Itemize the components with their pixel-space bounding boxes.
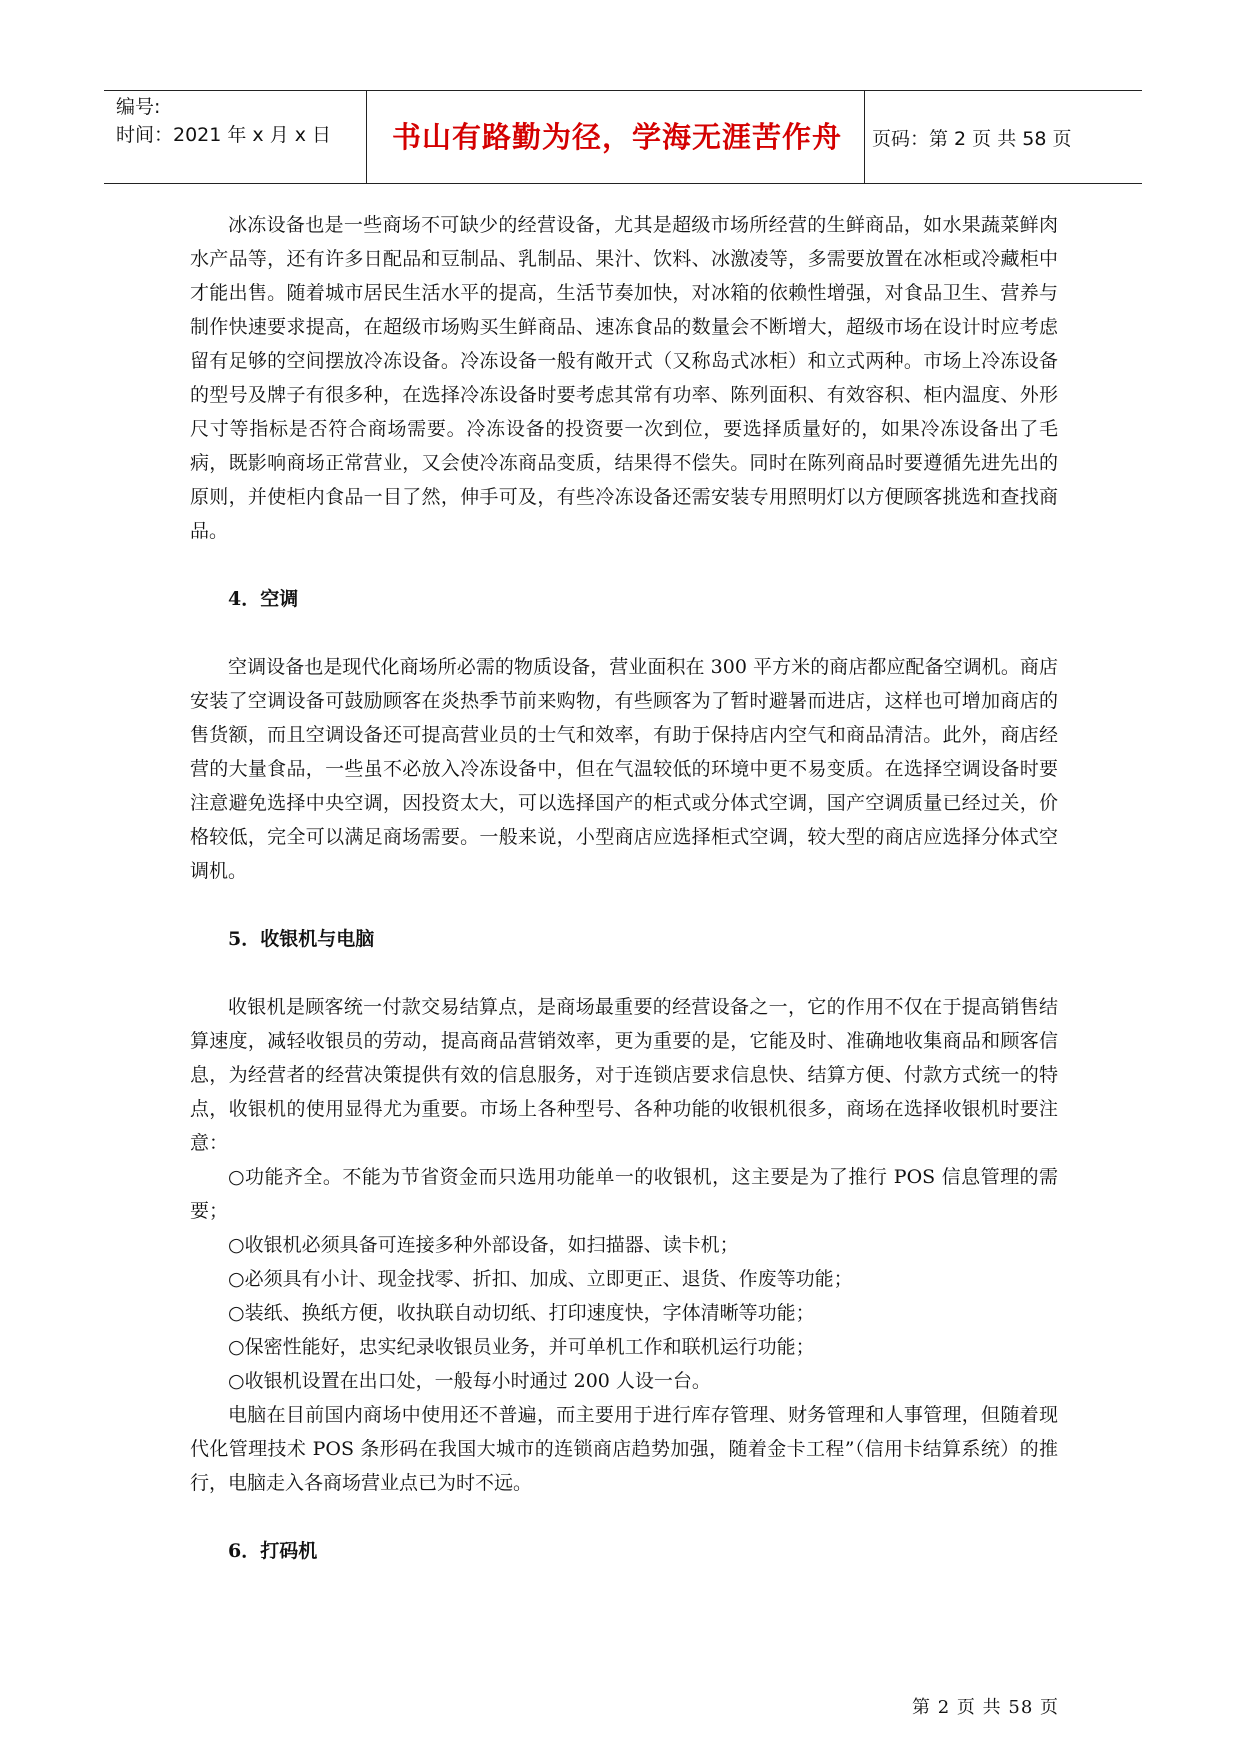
header-motto: 书山有路勤为径，学海无涯苦作舟 [391, 120, 842, 154]
paragraph-freezer: 冰冻设备也是一些商场不可缺少的经营设备，尤其是超级市场所经营的生鲜商品，如水果蔬菜鲜肉水产品等，还有许多日配品和豆制品、乳制品、果汁、饮料、冰激凌等，多需要放置在冰柜或冷藏柜中才能出售。随着城市居民生活水平的提高，生活节奏加快，对冰箱的依赖性增强，对食品卫生、营养与制作快速要求提高，在超级市场购买生鲜商品、速冻食品的数量会不断增大，超级市场在设计时应考虑留有足够的空间摆放冷冻设备。冷冻设备一般有敞开式（又称岛式冰柜）和立式两种。市场上冷冻设备的型号及牌子有很多种，在选择冷冻设备时要考虑其常有功率、陈列面积、有效容积、柜内温度、外形尺寸等指标是否符合商场需要。冷冻设备的投资要一次到位，要选择质量好的，如果冷冻设备出了毛病，既影响商场正常营业，又会使冷冻商品变质，结果得不偿失。同时在陈列商品时要遵循先进先出的原则，并使柜内食品一目了然，伸手可及，有些冷冻设备还需安装专用照明灯以方便顾客挑选和查找商品。 [190, 214, 1058, 542]
list-item: ○装纸、换纸方便，收执联自动切纸、打印速度快，字体清晰等功能； [228, 1302, 815, 1324]
section-heading-air-conditioning: 4．空调 [228, 588, 299, 610]
header-time-label: 时间：2021 年 x 月 x 日 [116, 124, 332, 146]
document-header [104, 90, 1142, 184]
header-divider-left [366, 91, 367, 183]
paragraph-computer: 电脑在目前国内商场中使用还不普遍，而主要用于进行库存管理、财务管理和人事管理，但随着现代化管理技术 POS 条形码在我国大城市的连锁商店趋势加强，随着金卡工程”（信用卡结算系统）的推行，电脑走入各商场营业点已为时不远。 [190, 1404, 1058, 1494]
header-number-label: 编号: [116, 96, 161, 118]
list-item: ○保密性能好，忠实纪录收银员业务，并可单机工作和联机运行功能； [228, 1336, 815, 1358]
paragraph-cash-register: 收银机是顾客统一付款交易结算点，是商场最重要的经营设备之一，它的作用不仅在于提高销售结算速度，减轻收银员的劳动，提高商品营销效率，更为重要的是，它能及时、准确地收集商品和顾客信息，为经营者的经营决策提供有效的信息服务，对于连锁店要求信息快、结算方便、付款方式统一的特点，收银机的使用显得尤为重要。市场上各种型号、各种功能的收银机很多，商场在选择收银机时要注意： [190, 996, 1058, 1154]
document-body [190, 208, 1058, 1568]
section-heading-cash-register: 5．收银机与电脑 [228, 928, 375, 950]
header-meta [116, 93, 366, 149]
section-heading-price-labeler: 6．打码机 [228, 1540, 318, 1562]
list-item: ○收银机必须具备可连接多种外部设备，如扫描器、读卡机； [228, 1234, 739, 1256]
list-item: ○功能齐全。不能为节省资金而只选用功能单一的收银机，这主要是为了推行 POS 信息管理的需要； [190, 1166, 1058, 1222]
list-item: ○收银机设置在出口处，一般每小时通过 200 人设一台。 [228, 1370, 711, 1392]
paragraph-air-conditioning: 空调设备也是现代化商场所必需的物质设备，营业面积在 300 平方米的商店都应配备空调机。商店安装了空调设备可鼓励顾客在炎热季节前来购物，有些顾客为了暂时避暑而进店，这样也可增加商店的售货额，而且空调设备还可提高营业员的士气和效率，有助于保持店内空气和商品清洁。此外，商店经营的大量食品，一些虽不必放入冷冻设备中，但在气温较低的环境中更不易变质。在选择空调设备时要注意避免选择中央空调，因投资太大，可以选择国产的柜式或分体式空调，国产空调质量已经过关，价格较低，完全可以满足商场需要。一般来说，小型商店应选择柜式空调，较大型的商店应选择分体式空调机。 [190, 656, 1058, 882]
page-footer: 第 2 页 共 58 页 [912, 1697, 1059, 1718]
list-item: ○必须具有小计、现金找零、折扣、加成、立即更正、退货、作废等功能； [228, 1268, 853, 1290]
header-page-label: 页码：第 2 页 共 58 页 [872, 128, 1072, 150]
header-divider-right [864, 91, 865, 183]
